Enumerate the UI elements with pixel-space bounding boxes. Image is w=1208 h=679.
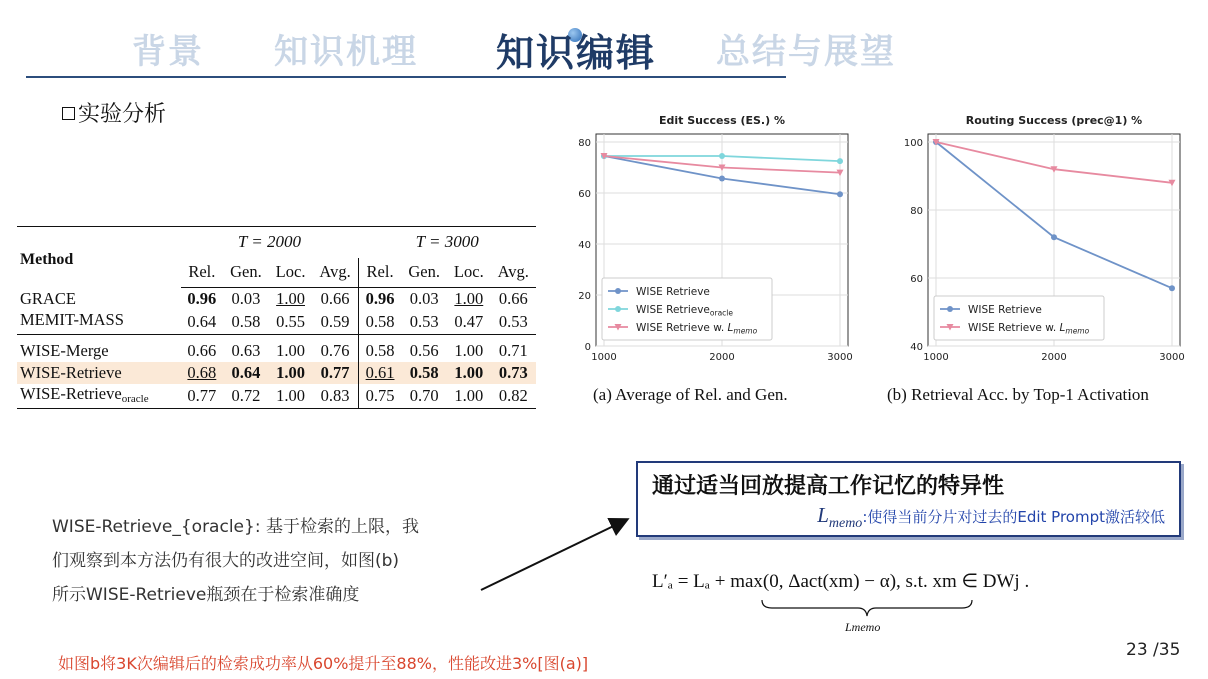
chart-routing-success bbox=[888, 110, 1198, 370]
cell: 0.53 bbox=[401, 310, 447, 335]
cell: 0.59 bbox=[312, 310, 358, 335]
note-line: 们观察到本方法仍有很大的改进空间，如图(b) bbox=[52, 551, 400, 571]
legend-label: WISE Retrieve bbox=[968, 304, 1042, 316]
footer-note: 如图b将3K次编辑后的检索成功率从60%提升至88%，性能改进3%[图(a)] bbox=[58, 654, 589, 673]
row-method: WISE-Retrieve$_{oracle}$ bbox=[17, 384, 181, 409]
y-tick-label: 80 bbox=[910, 206, 923, 217]
cell: 0.47 bbox=[447, 310, 491, 335]
cell: 0.66 bbox=[312, 288, 358, 310]
cell: 0.77 bbox=[181, 384, 223, 409]
cell: 0.03 bbox=[231, 288, 261, 308]
y-tick-label: 60 bbox=[578, 189, 591, 200]
table-row-highlighted bbox=[17, 362, 536, 384]
cell: 0.58 bbox=[358, 310, 401, 335]
cell: 0.71 bbox=[498, 340, 528, 360]
cell: 0.64 bbox=[181, 310, 223, 335]
cell: 0.58 bbox=[401, 362, 447, 384]
table-row bbox=[17, 384, 536, 409]
cell: 0.61 bbox=[358, 362, 401, 384]
col-header: Gen. bbox=[401, 258, 447, 288]
legend-marker bbox=[947, 306, 953, 312]
data-point bbox=[837, 158, 843, 164]
table-row bbox=[17, 310, 536, 335]
chart-title: Routing Success (prec@1) % bbox=[965, 114, 1143, 127]
data-point bbox=[837, 191, 843, 197]
note-text bbox=[52, 510, 482, 612]
cell: 1.00 bbox=[454, 288, 484, 308]
data-point bbox=[1169, 285, 1175, 291]
cell: 1.00 bbox=[269, 362, 313, 384]
col-header: Rel. bbox=[358, 258, 401, 288]
col-header: Gen. bbox=[223, 258, 269, 288]
method-header: Method bbox=[17, 227, 181, 288]
y-tick-label: 40 bbox=[578, 240, 591, 251]
cell: 0.82 bbox=[491, 384, 536, 409]
legend-marker bbox=[615, 306, 621, 312]
formula: L′ₐ = Lₐ + max(0, Δact(xm) − α), s.t. xm ∈ DWj . bbox=[652, 571, 1030, 592]
cell: 0.63 bbox=[231, 340, 261, 360]
cell: 0.68 bbox=[181, 362, 223, 384]
legend-label: WISE Retrieve w. $L_{memo}$ bbox=[636, 322, 758, 336]
group-header-3000: T = 3000 bbox=[358, 227, 536, 258]
x-tick-label: 1000 bbox=[591, 352, 617, 363]
cell: 0.58 bbox=[223, 310, 269, 335]
row-method: GRACE bbox=[20, 288, 76, 308]
chart-b-caption: (b) Retrieval Acc. by Top-1 Activation bbox=[887, 385, 1149, 404]
cell: 0.73 bbox=[491, 362, 536, 384]
x-tick-label: 2000 bbox=[1041, 352, 1067, 363]
col-header: Rel. bbox=[181, 258, 223, 288]
cell: 1.00 bbox=[447, 362, 491, 384]
highlight-title: 通过适当回放提高工作记忆的特异性 bbox=[652, 474, 1005, 499]
cell: 0.58 bbox=[365, 340, 395, 360]
table-row bbox=[17, 334, 536, 362]
page-number: 23 /35 bbox=[1126, 640, 1181, 660]
cell: 0.77 bbox=[312, 362, 358, 384]
nav-item-background[interactable]: 背景 bbox=[132, 32, 204, 72]
arrow-icon bbox=[478, 500, 638, 595]
cell: 0.96 bbox=[187, 288, 217, 308]
cell: 0.96 bbox=[365, 288, 395, 308]
x-tick-label: 1000 bbox=[923, 352, 949, 363]
col-header: Avg. bbox=[491, 258, 536, 288]
y-tick-label: 20 bbox=[578, 291, 591, 302]
chart-a-svg bbox=[556, 110, 866, 370]
chart-b-svg bbox=[888, 110, 1198, 370]
data-point bbox=[1051, 234, 1057, 240]
nav-item-summary[interactable]: 总结与展望 bbox=[716, 32, 896, 72]
legend-label: WISE Retrieve bbox=[636, 286, 710, 298]
col-header: Avg. bbox=[312, 258, 358, 288]
row-method: WISE-Retrieve bbox=[17, 362, 181, 384]
cell: 0.56 bbox=[409, 340, 439, 360]
note-line: WISE-Retrieve_{oracle}: 基于检索的上限，我 bbox=[52, 517, 419, 537]
legend-label: WISE Retrieve w. $L_{memo}$ bbox=[968, 322, 1090, 336]
cell: 0.76 bbox=[312, 334, 358, 362]
legend-marker bbox=[615, 288, 621, 294]
nav-divider bbox=[26, 76, 786, 78]
data-point bbox=[719, 175, 725, 181]
legend-label: WISE Retrieve$_{oracle}$ bbox=[636, 304, 733, 318]
data-point bbox=[719, 153, 725, 159]
cell: 0.64 bbox=[223, 362, 269, 384]
lmemo-symbol: $L_{memo}$ bbox=[817, 503, 863, 532]
table-row bbox=[17, 288, 536, 310]
cell: 1.00 bbox=[447, 384, 491, 409]
cell: 0.55 bbox=[269, 310, 313, 335]
y-tick-label: 40 bbox=[910, 342, 923, 353]
underbrace-icon bbox=[760, 598, 975, 620]
x-tick-label: 3000 bbox=[827, 352, 853, 363]
chart-edit-success bbox=[556, 110, 866, 370]
nav-item-editing[interactable]: 知识编辑 bbox=[496, 31, 657, 75]
y-tick-label: 60 bbox=[910, 274, 923, 285]
x-tick-label: 3000 bbox=[1159, 352, 1185, 363]
highlight-subtitle: $L_{memo}$:使得当前分片对过去的Edit Prompt激活较低 bbox=[817, 503, 1165, 532]
group-header-2000: T = 2000 bbox=[181, 227, 359, 258]
formula-under-label: Lmemo bbox=[845, 620, 881, 634]
cell: 0.83 bbox=[312, 384, 358, 409]
cell: 0.53 bbox=[491, 310, 536, 335]
row-method: MEMIT-MASS bbox=[17, 310, 181, 335]
y-tick-label: 100 bbox=[903, 138, 923, 149]
cell: 1.00 bbox=[276, 340, 305, 360]
x-tick-label: 2000 bbox=[709, 352, 735, 363]
cell: 1.00 bbox=[454, 340, 484, 360]
cell: 0.72 bbox=[223, 384, 269, 409]
chart-a-caption: (a) Average of Rel. and Gen. bbox=[593, 385, 788, 404]
cell: 0.66 bbox=[498, 288, 528, 308]
checkbox-bullet-icon bbox=[62, 107, 75, 120]
results-table bbox=[17, 226, 536, 409]
nav-item-mechanism[interactable]: 知识机理 bbox=[274, 32, 418, 72]
row-method: WISE-Merge bbox=[20, 340, 109, 360]
note-line: 所示WISE-Retrieve瓶颈在于检索准确度 bbox=[52, 585, 360, 605]
top-nav bbox=[0, 24, 1208, 74]
chart-title: Edit Success (ES.) % bbox=[659, 114, 785, 127]
y-tick-label: 0 bbox=[584, 342, 591, 353]
col-header: Loc. bbox=[447, 258, 491, 288]
cell: 1.00 bbox=[269, 384, 313, 409]
cell: 0.70 bbox=[401, 384, 447, 409]
y-tick-label: 80 bbox=[578, 138, 591, 149]
col-header: Loc. bbox=[269, 258, 313, 288]
highlight-box bbox=[636, 461, 1181, 537]
section-title: 实验分析 bbox=[62, 97, 166, 128]
cell: 0.75 bbox=[358, 384, 401, 409]
cell: 0.66 bbox=[187, 340, 217, 360]
cell: 1.00 bbox=[276, 288, 305, 308]
cell: 0.03 bbox=[409, 288, 439, 308]
